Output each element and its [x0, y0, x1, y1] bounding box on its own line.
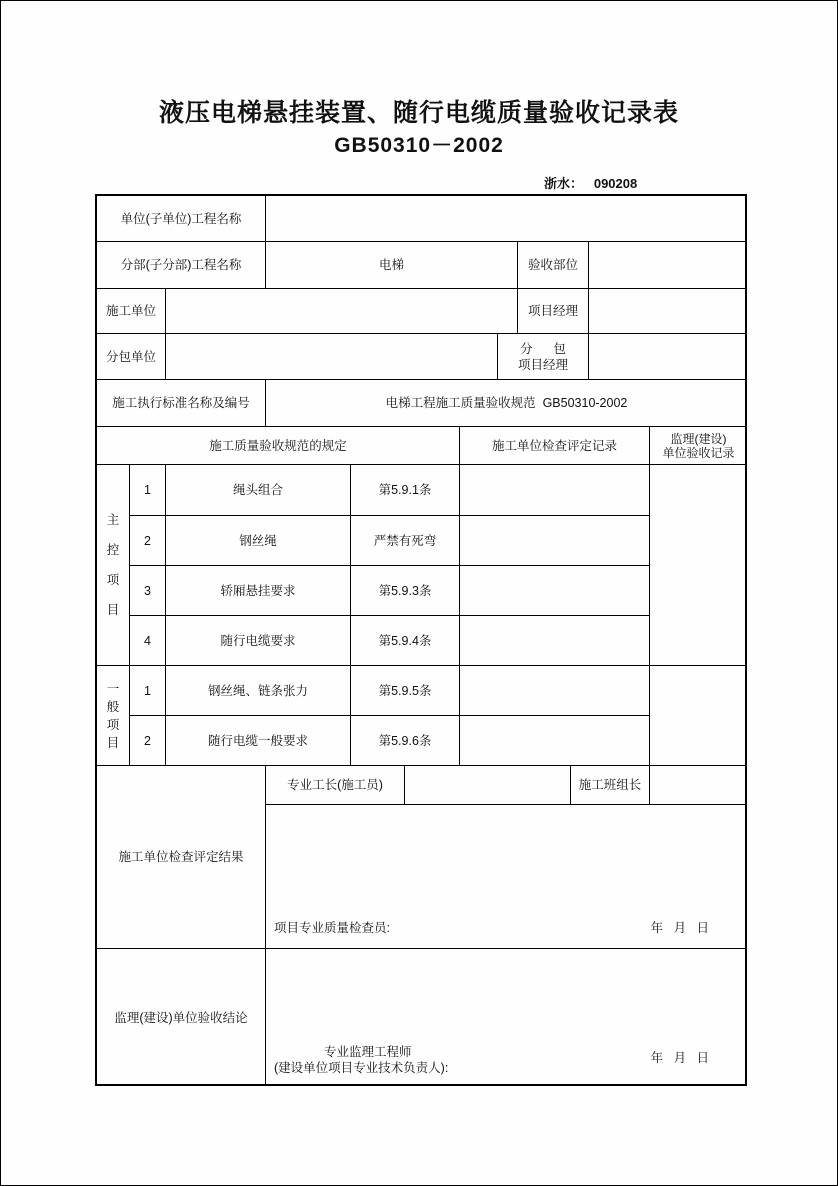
evaluation-signature-area: [265, 804, 747, 948]
foreman-value: [404, 765, 570, 804]
evaluation-date: 年 月 日: [650, 921, 709, 935]
supervision-engineer-line2: (建设单位项目专业技术负责人):: [274, 1061, 449, 1075]
item-row-check: [459, 515, 649, 565]
item-row-rule: 第5.9.3条: [350, 565, 459, 615]
item-row-no: 2: [129, 515, 165, 565]
group-main-control-label: [97, 464, 129, 665]
conclusion-date: 年 月 日: [650, 1051, 709, 1065]
item-row-name: 钢丝绳、链条张力: [165, 665, 350, 715]
supervision-conclusion-label: 监理(建设)单位验收结论: [97, 948, 265, 1086]
item-row-check: [459, 665, 649, 715]
unit-project-name-label: 单位(子单位)工程名称: [120, 211, 242, 226]
construction-unit-value: [165, 288, 517, 333]
doc-number: 浙水： 090208: [544, 176, 638, 191]
project-manager-value: [588, 288, 747, 333]
item-row-name: 钢丝绳: [165, 515, 350, 565]
construction-unit-label: 施工单位: [97, 288, 165, 333]
subcontract-label-line1: 分 包: [520, 341, 566, 356]
group-general-label: [97, 665, 129, 765]
item-row-check: [459, 715, 649, 765]
unit-project-name-value: [265, 196, 747, 241]
item-row-check: [459, 464, 649, 515]
supervision-engineer-block: [274, 1044, 448, 1076]
item-row-rule: 第5.9.1条: [350, 464, 459, 515]
standard-name-label: 施工执行标准名称及编号: [97, 379, 265, 426]
subcontract-project-manager-value: [588, 333, 747, 379]
group-main-control-text: 主控项目: [106, 513, 120, 617]
page-subtitle: GB50310－2002: [334, 134, 504, 157]
evaluation-result-label: 施工单位检查评定结果: [97, 765, 265, 948]
header-regulation: 施工质量验收规范的规定: [97, 426, 459, 464]
foreman-label: 专业工长(施工员): [265, 765, 404, 804]
item-row-rule: 第5.9.4条: [350, 615, 459, 665]
item-row-no: 1: [129, 665, 165, 715]
group-general-text: 一般项目: [106, 681, 120, 750]
supervision-record-main-control: [649, 464, 747, 665]
page-title: 液压电梯悬挂装置、随行电缆质量验收记录表: [158, 99, 679, 127]
item-row-rule: 第5.9.6条: [350, 715, 459, 765]
subdivision-project-name-label: 分部(子分部)工程名称: [97, 241, 265, 288]
header-supervision-line2: 单位验收记录: [662, 445, 735, 460]
standard-name-value: 电梯工程施工质量验收规范 GB50310-2002: [265, 379, 747, 426]
conclusion-signature-area: [265, 948, 747, 1086]
item-row-check: [459, 615, 649, 665]
supervision-engineer-line1: 专业监理工程师: [324, 1045, 412, 1059]
team-leader-value: [649, 765, 747, 804]
item-row-name: 随行电缆一般要求: [165, 715, 350, 765]
item-row-rule: 严禁有死弯: [350, 515, 459, 565]
item-row-no: 3: [129, 565, 165, 615]
item-row-no: 2: [129, 715, 165, 765]
project-manager-label: 项目经理: [517, 288, 588, 333]
team-leader-label: 施工班组长: [570, 765, 649, 804]
item-row-check: [459, 565, 649, 615]
subcontract-project-manager-label: [497, 333, 588, 379]
item-row-name: 随行电缆要求: [165, 615, 350, 665]
subcontractor-value: [165, 333, 497, 379]
supervision-record-general: [649, 665, 747, 765]
header-supervision-record: [649, 426, 747, 464]
item-row-no: 4: [129, 615, 165, 665]
acceptance-part-label: 验收部位: [517, 241, 588, 288]
header-check-record: 施工单位检查评定记录: [459, 426, 649, 464]
subcontract-label-line2: 项目经理: [517, 357, 568, 372]
subcontractor-label: 分包单位: [97, 333, 165, 379]
acceptance-part-value: [588, 241, 747, 288]
item-row-name: 绳头组合: [165, 464, 350, 515]
item-row-no: 1: [129, 464, 165, 515]
item-row-name: 轿厢悬挂要求: [165, 565, 350, 615]
header-supervision-line1: 监理(建设): [670, 431, 727, 446]
item-row-rule: 第5.9.5条: [350, 665, 459, 715]
form-table: [95, 194, 747, 1086]
subdivision-project-name-value: 电梯: [265, 241, 517, 288]
quality-inspector-label: 项目专业质量检查员:: [274, 921, 390, 935]
